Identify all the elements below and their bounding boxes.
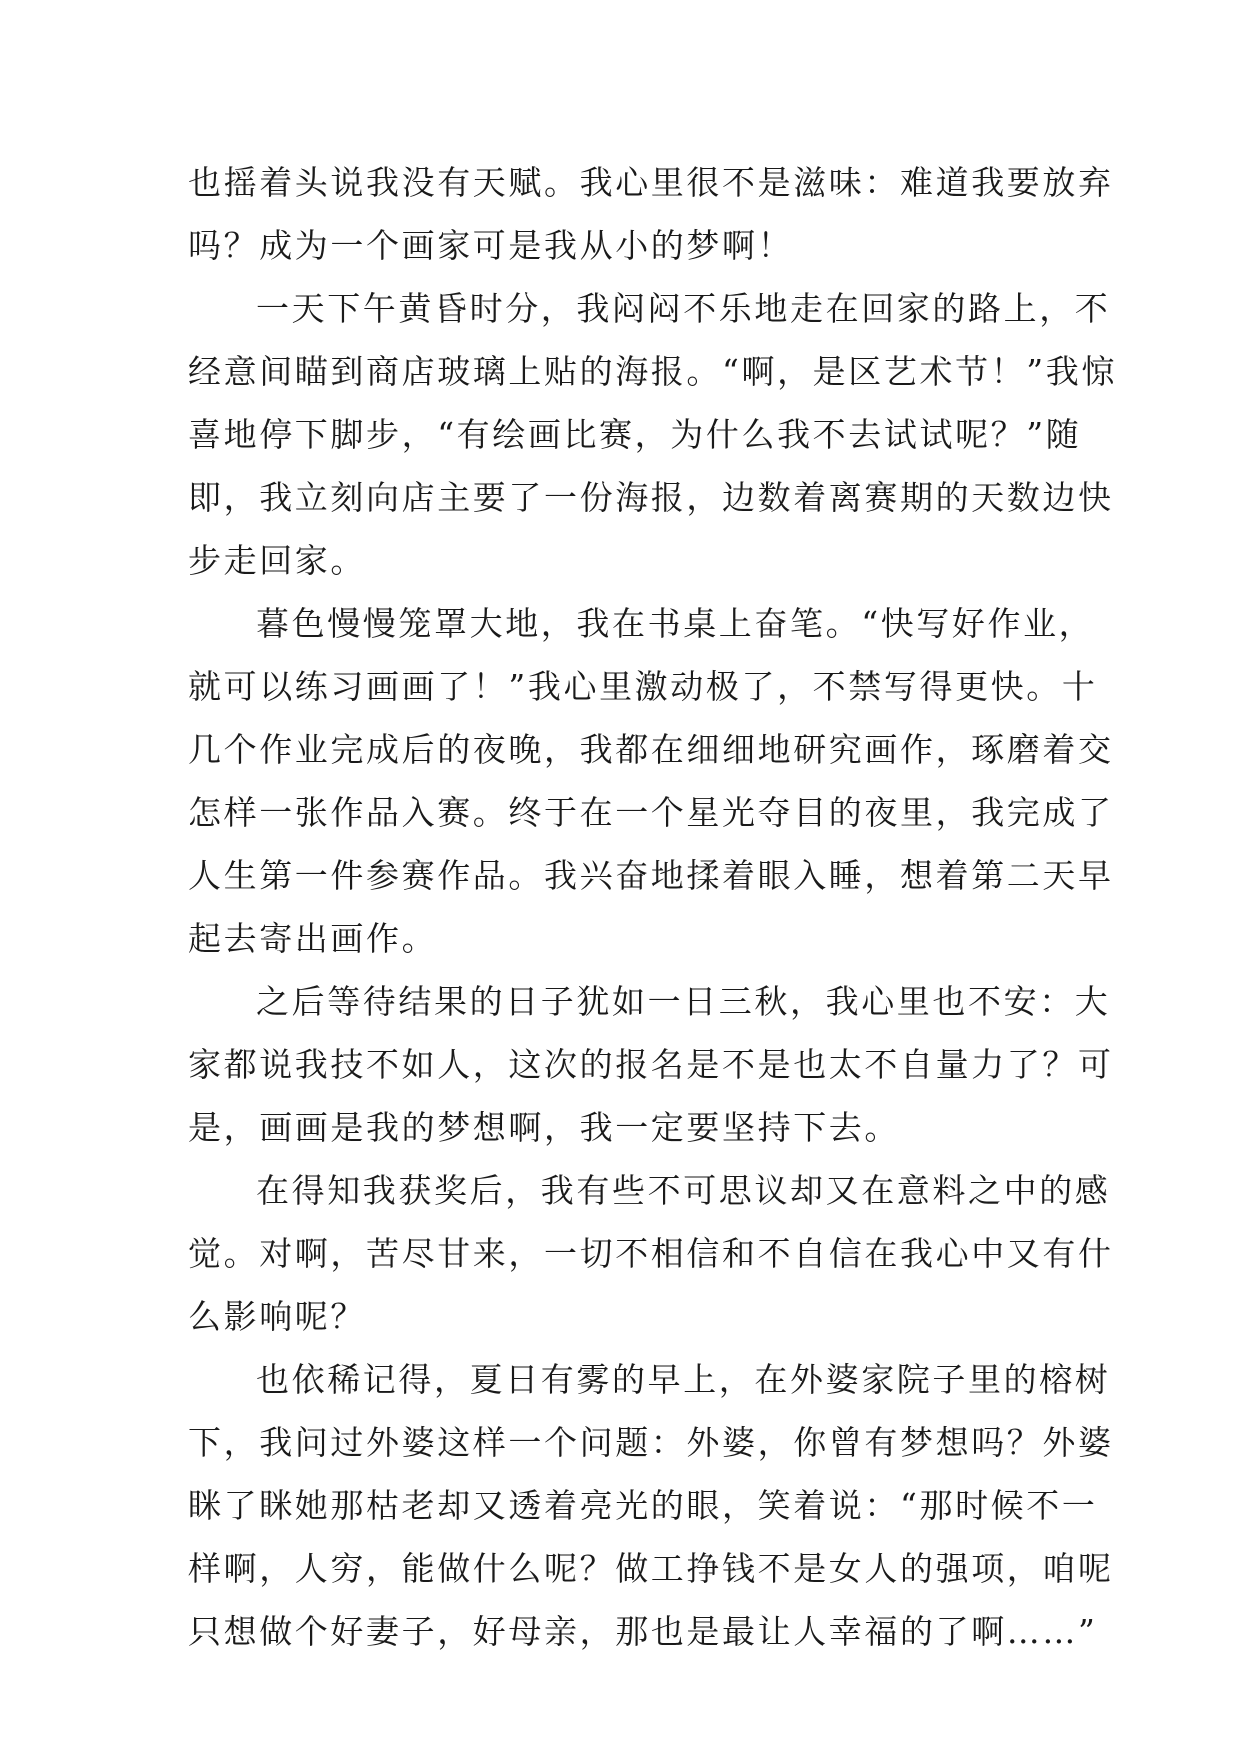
paragraph-start-line: 在得知我获奖后，我有些不可思议却又在意料之中的感 (256, 1171, 1111, 1210)
text-line: 经意间瞄到商店玻璃上贴的海报。“啊，是区艺术节！”我惊 (188, 352, 1117, 391)
text-line: 眯了眯她那枯老却又透着亮光的眼，笑着说：“那时候不一 (188, 1486, 1098, 1525)
text-line: 人生第一件参赛作品。我兴奋地揉着眼入睡，想着第二天早 (188, 856, 1114, 895)
text-line: 觉。对啊，苦尽甘来，一切不相信和不自信在我心中又有什 (188, 1234, 1114, 1273)
text-line: 是，画画是我的梦想啊，我一定要坚持下去。 (188, 1108, 900, 1147)
paragraph-start-line: 一天下午黄昏时分，我闷闷不乐地走在回家的路上，不 (256, 289, 1111, 328)
text-line: 家都说我技不如人，这次的报名是不是也太不自量力了？可 (188, 1045, 1114, 1084)
text-line: 下，我问过外婆这样一个问题：外婆，你曾有梦想吗？外婆 (188, 1423, 1114, 1462)
text-line: 几个作业完成后的夜晚，我都在细细地研究画作，琢磨着交 (188, 730, 1114, 769)
text-line: 喜地停下脚步，“有绘画比赛，为什么我不去试试呢？”随 (188, 415, 1082, 454)
text-line: 只想做个好妻子，好母亲，那也是最让人幸福的了啊……” (188, 1612, 1098, 1651)
text-line: 即，我立刻向店主要了一份海报，边数着离赛期的天数边快 (188, 478, 1114, 517)
text-line: 也摇着头说我没有天赋。我心里很不是滋味：难道我要放弃 (188, 163, 1114, 202)
essay-body (188, 151, 1117, 1663)
text-line: 怎样一张作品入赛。终于在一个星光夺目的夜里，我完成了 (188, 793, 1114, 832)
text-line: 吗？成为一个画家可是我从小的梦啊！ (188, 226, 794, 265)
text-line: 起去寄出画作。 (188, 919, 438, 958)
paragraph-start-line: 也依稀记得，夏日有雾的早上，在外婆家院子里的榕树 (256, 1360, 1111, 1399)
paragraph-start-line: 之后等待结果的日子犹如一日三秋，我心里也不安：大 (256, 982, 1111, 1021)
text-line: 样啊，人穷，能做什么呢？做工挣钱不是女人的强项，咱呢 (188, 1549, 1114, 1588)
text-line: 么影响呢？ (188, 1297, 366, 1336)
text-line: 步走回家。 (188, 541, 366, 580)
text-line: 就可以练习画画了！”我心里激动极了，不禁写得更快。十 (188, 667, 1098, 706)
paragraph-start-line: 暮色慢慢笼罩大地，我在书桌上奋笔。“快写好作业， (256, 604, 1095, 643)
